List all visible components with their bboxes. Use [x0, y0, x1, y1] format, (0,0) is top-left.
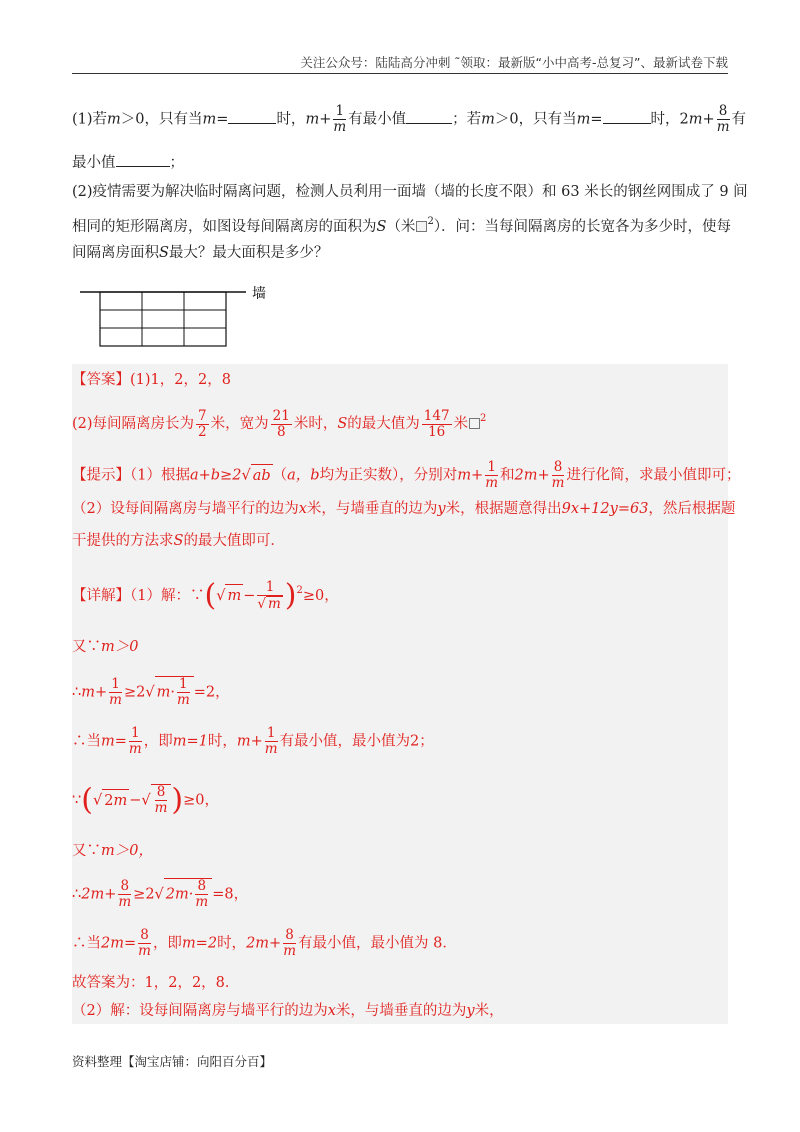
detail-step1: 【详解】（1）解：∵(√ m − $\frac{1}{√ m}$ )$^2$≥0，	[72, 578, 339, 613]
formula: m=2	[181, 935, 218, 952]
text: 米	[453, 416, 469, 432]
fraction	[196, 409, 209, 440]
text: 时，	[276, 111, 306, 128]
denominator: m	[264, 741, 278, 757]
hint-line1	[72, 459, 741, 491]
text: ；	[169, 155, 184, 171]
sqrt-icon: √	[141, 792, 151, 809]
denominator: 8	[276, 423, 286, 440]
denominator: m	[109, 692, 122, 708]
radicand	[151, 784, 172, 816]
text: 有	[731, 111, 746, 128]
text: 时，	[207, 733, 237, 750]
denominator: m	[118, 894, 132, 910]
var-m: m	[576, 111, 591, 128]
fraction	[552, 460, 565, 491]
denominator: m	[283, 943, 296, 959]
formula: a+b≥2	[189, 467, 242, 484]
text: ≥0，	[183, 792, 219, 809]
text: 均为正实数），分别对	[319, 467, 458, 484]
hint-tag: 【提示】	[72, 467, 130, 484]
fraction	[155, 785, 168, 816]
text: （2）设每间隔离房与墙平行的边为	[72, 501, 299, 517]
var-s: S	[159, 245, 169, 261]
formula: 2m+	[81, 886, 117, 903]
denominator: m	[485, 475, 499, 491]
text: ∴	[72, 684, 82, 701]
paren-right: )	[284, 578, 297, 613]
hint-line3	[72, 530, 732, 552]
text: 有最小值，最小值为2；	[279, 733, 434, 750]
fraction	[333, 104, 346, 135]
superscript: 2	[480, 413, 487, 424]
text: ∴	[72, 886, 82, 903]
answer-tag: 【答案】	[72, 372, 130, 388]
var-m: m	[688, 111, 703, 128]
numerator: 1	[129, 726, 142, 742]
text: 进行化简，求最小值即可；	[566, 467, 741, 484]
sqrt-icon: √	[216, 588, 226, 604]
wall-label: 墙	[252, 286, 266, 302]
var-m: m	[481, 111, 495, 128]
equation: 9x+12y=63	[561, 501, 649, 517]
fraction	[283, 928, 296, 959]
paren-left: (	[81, 782, 93, 818]
text: ∴当	[72, 733, 101, 750]
var-m: m	[305, 111, 320, 128]
detail-step4	[72, 726, 732, 757]
denominator	[257, 596, 282, 612]
detail-step9: 故答案为：1，2，2，8．	[72, 975, 240, 991]
text: 最小值	[72, 155, 116, 171]
text: 最大？最大面积是多少？	[168, 245, 329, 261]
formula: m·	[156, 684, 175, 701]
question-part1-line1: (1)若m＞0，只有当m= 时，m+ $\frac{1}{m}$ 有最小值 ；若m＞0，只有当m= 时，2m+ $\frac{8}{m}$ 有	[72, 103, 746, 135]
text: ∴当	[72, 935, 101, 952]
numerator: 8	[283, 928, 296, 944]
text: （2）解：设每间隔离房与墙平行的边为	[72, 1003, 328, 1019]
text: =	[590, 111, 603, 128]
denominator: m	[716, 119, 730, 135]
var-m: m	[113, 792, 128, 809]
var-s: S	[376, 219, 387, 235]
formula: m=1	[172, 733, 208, 750]
text: ）．问：当每间隔离房的长宽各为多少时，使每	[433, 219, 732, 235]
fraction	[485, 460, 498, 491]
text: （1）解：∵	[130, 588, 205, 604]
formula: m+	[236, 733, 263, 750]
numerator: 8	[195, 879, 208, 895]
sqrt-icon: √	[257, 596, 266, 612]
text: 和	[500, 467, 515, 484]
formula: m＞0，	[101, 843, 153, 859]
paren-left: (	[204, 578, 217, 613]
text: ；若	[452, 111, 482, 128]
numerator: 21	[272, 407, 290, 424]
numerator: 1	[177, 677, 190, 693]
var-m: m	[107, 111, 121, 128]
radicand	[164, 878, 212, 910]
numerator: 8	[138, 928, 151, 944]
sqrt-icon: √	[145, 684, 155, 701]
text: ，即	[143, 733, 173, 750]
text: 2	[104, 792, 114, 809]
text: =2，	[193, 684, 230, 701]
text: 间隔离房面积	[72, 245, 159, 261]
rooms-outline	[100, 292, 226, 346]
radicand: m	[267, 596, 281, 612]
detail-step5: ∵(√ 2m −√ $\frac{8}{m}$ )≥0，	[72, 782, 219, 818]
formula: m+	[457, 467, 484, 484]
text: a，b	[287, 467, 320, 484]
numerator: 8	[118, 879, 131, 895]
formula: 2m·	[165, 886, 194, 903]
formula: m＞0	[101, 639, 139, 655]
detail-step8	[72, 928, 732, 959]
denominator: m	[154, 800, 168, 816]
denominator: m	[195, 894, 209, 910]
text: ≥0，	[302, 588, 339, 604]
text: =	[216, 111, 229, 128]
denominator: 16	[428, 423, 446, 440]
detail-tag: 【详解】	[72, 588, 130, 604]
text: (1)1，2，2，8	[130, 372, 231, 388]
answer-blank	[603, 109, 651, 124]
text: 又∵	[72, 843, 101, 859]
numerator: 147	[423, 407, 450, 424]
fraction	[129, 726, 142, 757]
var-x: x	[298, 501, 307, 517]
denominator: m	[176, 692, 190, 708]
sqrt-icon: √	[241, 467, 251, 484]
fraction	[422, 409, 452, 440]
sqrt-icon: √	[92, 792, 103, 809]
formula: 2m=	[101, 935, 137, 952]
fraction	[265, 726, 278, 757]
text: 米，宽为	[210, 416, 269, 432]
answer-line2	[72, 408, 732, 440]
answer-blank	[406, 109, 452, 124]
var-x: x	[327, 1003, 336, 1019]
text: 时，	[650, 111, 680, 128]
formula: m+	[81, 684, 108, 701]
page-footer: 资料整理【淘宝店铺：向阳百分百】	[72, 1054, 273, 1069]
text: 又∵	[72, 639, 101, 655]
text: （米	[386, 219, 416, 235]
radicand: m	[225, 584, 243, 607]
numerator: 8	[552, 460, 565, 476]
radicand: ab	[251, 464, 273, 487]
fraction	[118, 879, 131, 910]
question-part1-line2	[72, 152, 732, 174]
text: ，即	[152, 935, 182, 952]
var-y: y	[466, 1003, 475, 1019]
text: （	[272, 467, 288, 484]
denominator: m	[138, 943, 151, 959]
text: ≥2	[123, 684, 146, 701]
numerator: 1	[485, 460, 498, 476]
text: 米时，	[293, 416, 338, 432]
var-s: S	[173, 533, 184, 549]
text: ＞0，只有当	[120, 111, 203, 128]
text: 相同的矩形隔离房，如图设每间隔离房的面积为	[72, 219, 377, 235]
text: 米，与墙垂直的边为	[335, 1003, 467, 1019]
text: ，然后根据题	[648, 501, 736, 517]
superscript: 2	[296, 585, 303, 596]
detail-step3	[72, 676, 732, 708]
text: (1)若	[72, 111, 108, 128]
formula: 2m+	[246, 935, 282, 952]
detail-step6	[72, 840, 732, 862]
detail-step10	[72, 1000, 732, 1022]
page-header: 关注公众号：陆陆高分冲刺 ˜领取：最新版“小中高考-总复习”、最新试卷下载	[72, 55, 728, 74]
isolation-rooms-diagram	[80, 282, 280, 348]
answer-blank	[116, 152, 170, 167]
text: 的最大值即可．	[183, 533, 285, 549]
text: =8，	[212, 886, 249, 903]
numerator: 1	[109, 677, 122, 693]
fraction	[271, 409, 292, 440]
text: ＞0，只有当	[494, 111, 577, 128]
answer-line1	[72, 369, 732, 391]
question-part2-line1: (2)疫情需要为解决临时隔离问题，检测人员利用一面墙（墙的长度不限）和 63 米长的钢丝网围成了 9 间	[72, 184, 748, 200]
denominator: m	[333, 119, 347, 135]
denominator: m	[551, 475, 565, 491]
var-s: S	[337, 416, 348, 432]
text: ≥2	[133, 886, 155, 903]
numerator: 8	[155, 785, 168, 801]
detail-step7	[72, 878, 732, 910]
fraction	[717, 104, 730, 135]
text: （1）根据	[130, 467, 190, 484]
var-y: y	[437, 501, 446, 517]
text: ∵	[72, 792, 82, 809]
fraction	[195, 879, 208, 910]
text: 时，	[217, 935, 247, 952]
missing-glyph-icon	[416, 221, 427, 232]
formula: 2m+	[514, 467, 550, 484]
fraction	[257, 580, 282, 612]
numerator: 8	[717, 104, 730, 120]
text: 2	[679, 111, 689, 128]
fraction	[109, 677, 122, 708]
text: 有最小值，最小值为 8．	[298, 935, 457, 952]
var-m: m	[202, 111, 217, 128]
numerator: 1	[265, 726, 278, 742]
text: 米，根据题意得出	[445, 501, 562, 517]
paren-right: )	[171, 782, 184, 818]
question-part2-line2	[72, 211, 732, 238]
radicand	[155, 676, 194, 708]
missing-glyph-icon	[469, 418, 480, 429]
superscript: 2	[427, 216, 434, 227]
hint-line2	[72, 498, 736, 520]
text: 米，与墙垂直的边为	[306, 501, 438, 517]
text: (2)每间隔离房长为	[72, 416, 195, 432]
detail-step2	[72, 636, 732, 658]
sqrt-icon: √	[154, 886, 164, 903]
denominator: 2	[198, 423, 207, 440]
text: 米，	[474, 1003, 504, 1019]
question-part2-line3	[72, 242, 732, 264]
numerator: 1	[333, 104, 346, 120]
fraction	[138, 928, 151, 959]
fraction	[177, 677, 190, 708]
text: 的最大值为	[347, 416, 420, 432]
denominator: m	[128, 741, 142, 757]
text: 干提供的方法求	[72, 533, 174, 549]
text: 有最小值	[348, 111, 407, 128]
numerator: 7	[198, 407, 207, 424]
numerator: 1	[257, 580, 282, 596]
answer-blank	[228, 109, 276, 124]
radicand	[102, 789, 129, 812]
formula: m=	[101, 733, 127, 750]
